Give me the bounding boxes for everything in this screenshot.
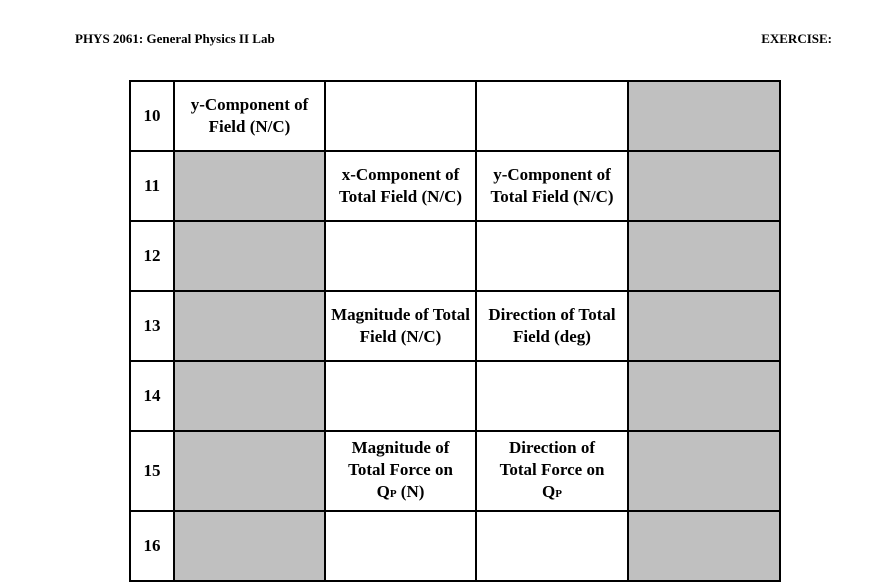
shaded-cell [628, 291, 780, 361]
shaded-cell [628, 361, 780, 431]
input-cell[interactable] [476, 221, 628, 291]
input-cell[interactable] [325, 511, 476, 581]
shaded-cell [628, 81, 780, 151]
direction-total-force-header: Direction of Total Force on QP [476, 431, 628, 511]
row-number: 11 [130, 151, 174, 221]
shaded-cell [628, 511, 780, 581]
row-number: 12 [130, 221, 174, 291]
shaded-cell [174, 221, 325, 291]
table-row [130, 431, 780, 511]
row-number: 15 [130, 431, 174, 511]
magnitude-total-force-header: Magnitude of Total Force on QP (N) [325, 431, 476, 511]
input-cell[interactable] [476, 511, 628, 581]
data-table [129, 80, 781, 582]
table-row [130, 361, 780, 431]
shaded-cell [174, 361, 325, 431]
shaded-cell [174, 511, 325, 581]
input-cell[interactable] [325, 361, 476, 431]
direction-total-field-header: Direction of Total Field (deg) [476, 291, 628, 361]
magnitude-total-field-header: Magnitude of Total Field (N/C) [325, 291, 476, 361]
y-component-field-header: y-Component of Field (N/C) [174, 81, 325, 151]
row-number: 13 [130, 291, 174, 361]
course-title: PHYS 2061: General Physics II Lab [75, 31, 275, 46]
shaded-cell [174, 151, 325, 221]
input-cell[interactable] [325, 221, 476, 291]
input-cell[interactable] [325, 81, 476, 151]
shaded-cell [628, 431, 780, 511]
exercise-label: EXERCISE: [761, 31, 832, 46]
input-cell[interactable] [476, 361, 628, 431]
table-row [130, 221, 780, 291]
shaded-cell [174, 431, 325, 511]
x-component-total-field-header: x-Component of Total Field (N/C) [325, 151, 476, 221]
table-row [130, 151, 780, 221]
shaded-cell [628, 151, 780, 221]
table-row [130, 511, 780, 581]
shaded-cell [628, 221, 780, 291]
table-row [130, 81, 780, 151]
table-row [130, 291, 780, 361]
row-number: 16 [130, 511, 174, 581]
y-component-total-field-header: y-Component of Total Field (N/C) [476, 151, 628, 221]
row-number: 10 [130, 81, 174, 151]
input-cell[interactable] [476, 81, 628, 151]
shaded-cell [174, 291, 325, 361]
row-number: 14 [130, 361, 174, 431]
